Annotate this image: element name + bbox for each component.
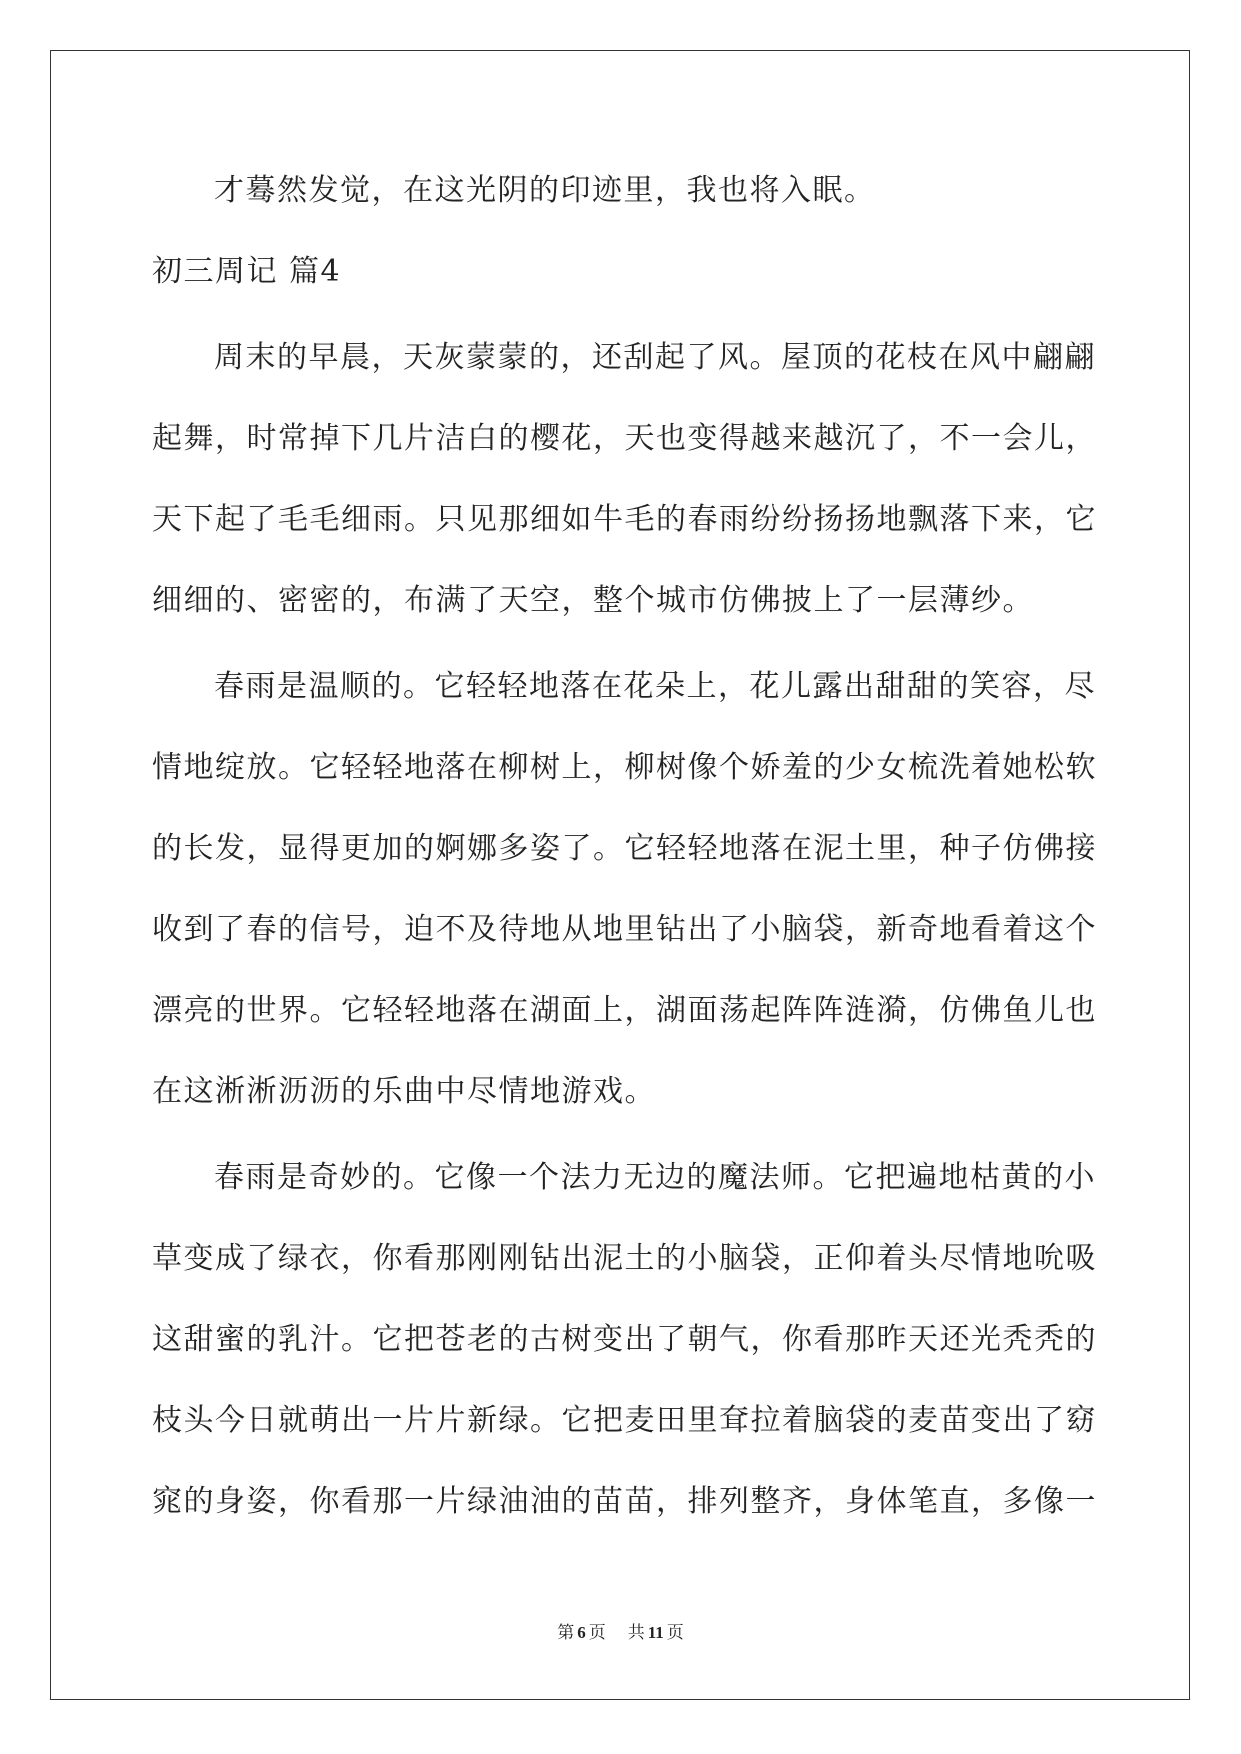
text-line: 细细的、密密的，布满了天空，整个城市仿佛披上了一层薄纱。 — [152, 583, 1034, 618]
text-line: 收到了春的信号，迫不及待地从地里钻出了小脑袋，新奇地看着这个 — [152, 912, 1097, 947]
text-line: 漂亮的世界。它轻轻地落在湖面上，湖面荡起阵阵涟漪，仿佛鱼儿也 — [152, 993, 1097, 1028]
footer-total-suffix: 页 — [666, 1623, 684, 1642]
text-line: 窕的身姿，你看那一片绿油油的苗苗，排列整齐，身体笔直，多像一 — [152, 1484, 1097, 1519]
text-line: 这甜蜜的乳汁。它把苍老的古树变出了朝气，你看那昨天还光秃秃的 — [152, 1322, 1097, 1357]
page-footer — [0, 1618, 1241, 1643]
page-border — [50, 50, 1190, 1700]
footer-page-suffix: 页 — [588, 1623, 606, 1642]
text-line: 才蓦然发觉，在这光阴的印迹里，我也将入眠。 — [214, 173, 876, 208]
text-line: 的长发，显得更加的婀娜多姿了。它轻轻地落在泥土里，种子仿佛接 — [152, 831, 1097, 866]
text-line: 周末的早晨，天灰蒙蒙的，还刮起了风。屋顶的花枝在风中翩翩 — [214, 340, 1096, 375]
text-line: 天下起了毛毛细雨。只见那细如牛毛的春雨纷纷扬扬地飘落下来，它 — [152, 502, 1097, 537]
text-line: 在这淅淅沥沥的乐曲中尽情地游戏。 — [152, 1074, 656, 1109]
page-number: 6 — [577, 1623, 586, 1642]
section-heading: 初三周记 篇4 — [152, 254, 342, 289]
text-line: 起舞，时常掉下几片洁白的樱花，天也变得越来越沉了，不一会儿， — [152, 421, 1097, 456]
text-line: 情地绽放。它轻轻地落在柳树上，柳树像个娇羞的少女梳洗着她松软 — [152, 750, 1097, 785]
footer-prefix: 第 — [557, 1623, 575, 1642]
text-line: 春雨是温顺的。它轻轻地落在花朵上，花儿露出甜甜的笑容，尽 — [214, 669, 1096, 704]
text-line: 枝头今日就萌出一片片新绿。它把麦田里耷拉着脑袋的麦苗变出了窈 — [152, 1403, 1097, 1438]
total-pages: 11 — [647, 1623, 664, 1642]
text-line: 草变成了绿衣，你看那刚刚钻出泥土的小脑袋，正仰着头尽情地吮吸 — [152, 1241, 1097, 1276]
text-line: 春雨是奇妙的。它像一个法力无边的魔法师。它把遍地枯黄的小 — [214, 1160, 1096, 1195]
footer-total-prefix: 共 — [627, 1623, 645, 1642]
